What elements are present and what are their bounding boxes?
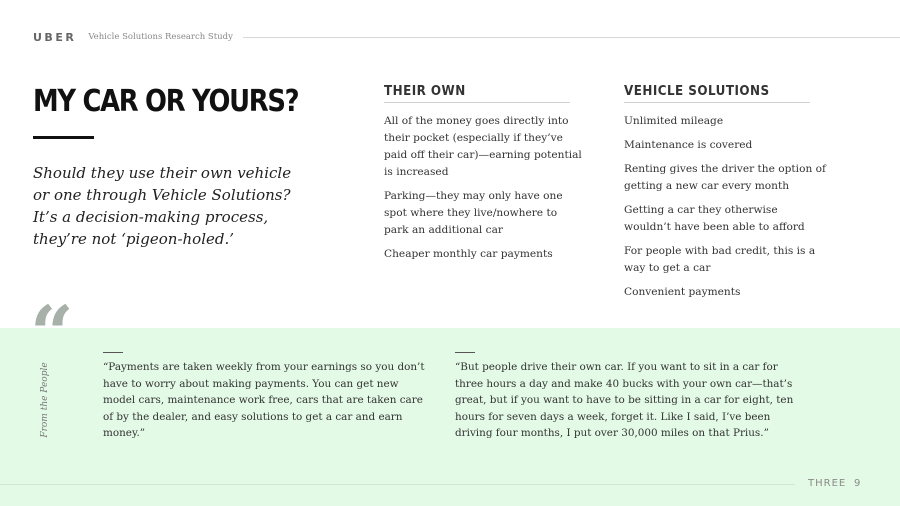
- quote-block: [103, 352, 425, 442]
- list-item: Cheaper monthly car payments: [384, 248, 553, 260]
- title-underline: [33, 136, 94, 139]
- column-heading: THEIR OWN: [384, 84, 570, 103]
- page-number: 9: [854, 478, 861, 489]
- study-title: Vehicle Solutions Research Study: [88, 32, 233, 42]
- column-their-own: [384, 84, 586, 270]
- list-item: For people with bad credit, this is a way to get a car: [624, 245, 816, 274]
- list-item: Renting gives the driver the option of getting a new car every month: [624, 163, 826, 192]
- footer-logo: THREE: [808, 478, 847, 489]
- footer-divider: [0, 484, 795, 485]
- header: [33, 28, 900, 46]
- column-list: [384, 113, 586, 263]
- list-item: Getting a car they otherwise wouldn’t have been able to afford: [624, 204, 805, 233]
- quote-text: “But people drive their own car. If you want to sit in a car for three hours a day and make 40 bucks with your own car—that’s great, but if you want to have to be sitting in a car for eight, ten hours for seven days a week, forget it. Like I said, I’ve been driving four months, I put over 30,000 miles on that Prius.”: [455, 361, 794, 439]
- quote-divider: [455, 352, 475, 353]
- page-title: MY CAR OR YOURS?: [33, 84, 299, 119]
- list-item: Parking—they may only have one spot where they live/nowhere to park an additional car: [384, 190, 563, 236]
- list-item: Unlimited mileage: [624, 115, 724, 127]
- list-item: All of the money goes directly into their pocket (especially if they’ve paid off their car)—earning potential is increased: [384, 115, 582, 178]
- subtitle: Should they use their own vehicle or one through Vehicle Solutions? It’s a decision-making process, they’re not ‘pigeon-holed.’: [33, 164, 292, 248]
- list-item: Convenient payments: [624, 286, 741, 298]
- column-vehicle-solutions: [624, 84, 826, 308]
- header-divider: [243, 37, 900, 38]
- quote-block: [455, 352, 805, 442]
- column-heading: VEHICLE SOLUTIONS: [624, 84, 810, 103]
- from-the-people-label: From the People: [40, 362, 50, 438]
- quote-text: “Payments are taken weekly from your earnings so you don’t have to worry about making payments. You can get new model cars, maintenance work free, cars that are taken care of by the dealer, and easy solutions to get a car and earn money.”: [103, 361, 425, 439]
- quote-mark-icon: “: [30, 289, 74, 378]
- column-list: [624, 113, 826, 301]
- quote-divider: [103, 352, 123, 353]
- list-item: Maintenance is covered: [624, 139, 753, 151]
- brand-logo: UBER: [33, 30, 77, 44]
